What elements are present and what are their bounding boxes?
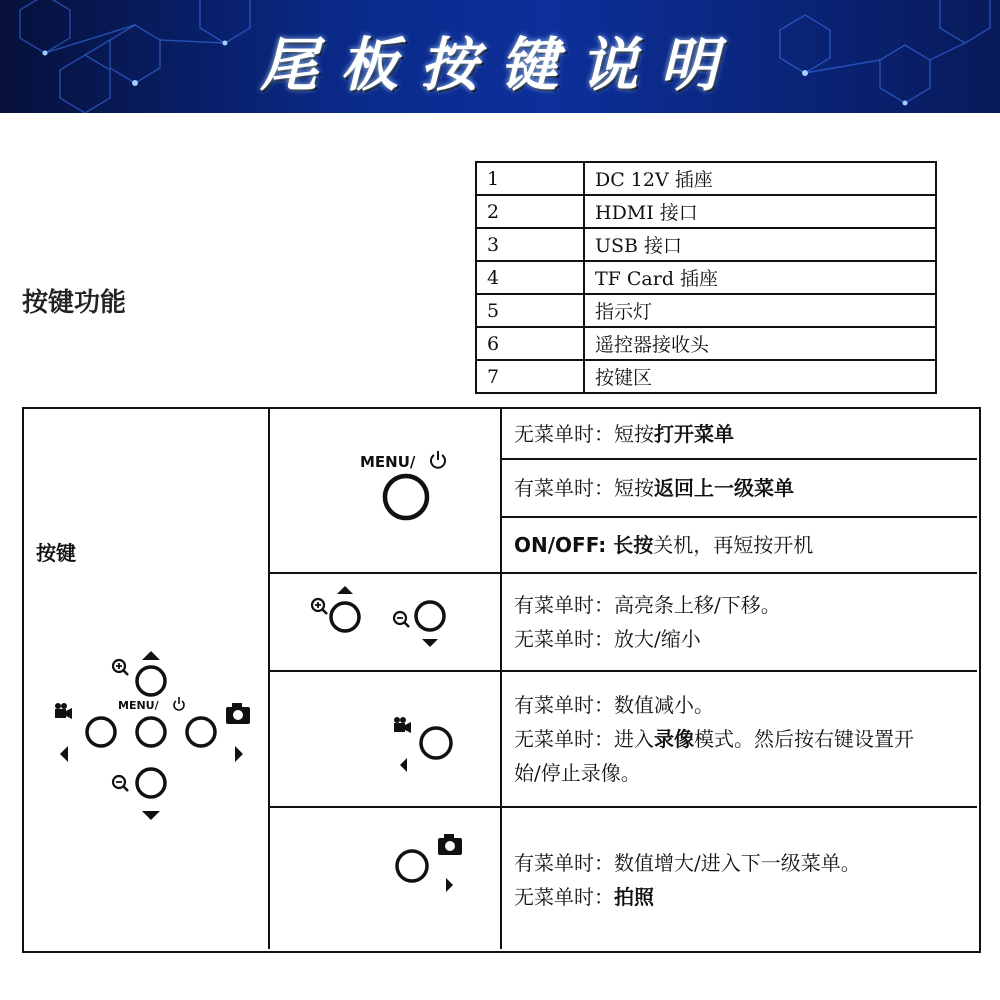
menu-description-2: 有菜单时：短按返回上一级菜单 bbox=[514, 476, 794, 500]
menu-key-label: MENU/ bbox=[360, 453, 416, 471]
port-description: 按键区 bbox=[584, 360, 936, 393]
camera-icon bbox=[438, 834, 462, 855]
left-key bbox=[87, 718, 115, 746]
menu-key bbox=[385, 476, 427, 518]
keys-table bbox=[22, 407, 981, 953]
up-arrow-icon bbox=[142, 651, 160, 660]
key-icons-column bbox=[270, 409, 500, 949]
right-arrow-icon bbox=[446, 878, 453, 892]
zoom-in-icon bbox=[113, 660, 128, 675]
table-row bbox=[476, 228, 936, 261]
left-arrow-icon bbox=[60, 746, 68, 762]
port-number: 3 bbox=[476, 228, 584, 261]
zoom-in-icon bbox=[312, 599, 327, 614]
up-key bbox=[137, 667, 165, 695]
port-number: 1 bbox=[476, 162, 584, 195]
key-layout-diagram bbox=[24, 409, 268, 949]
updown-description: 有菜单时：高亮条上移/下移。 无菜单时：放大/缩小 bbox=[514, 593, 781, 651]
table-row bbox=[476, 360, 936, 393]
port-description: HDMI 接口 bbox=[584, 195, 936, 228]
down-key bbox=[416, 602, 444, 630]
page-title: 尾板按键说明 bbox=[259, 31, 740, 99]
menu-key bbox=[137, 718, 165, 746]
camera-icon bbox=[226, 703, 250, 724]
down-arrow-icon bbox=[422, 639, 438, 647]
up-key bbox=[331, 603, 359, 631]
menu-description-3: ON/OFF: 长按关机，再短按开机 bbox=[514, 533, 814, 557]
power-icon bbox=[431, 451, 445, 468]
menu-description-1: 无菜单时：短按打开菜单 bbox=[514, 422, 734, 446]
zoom-out-icon bbox=[113, 776, 128, 791]
port-number: 4 bbox=[476, 261, 584, 294]
power-icon bbox=[174, 697, 184, 710]
right-arrow-icon bbox=[235, 746, 243, 762]
port-description: DC 12V 插座 bbox=[584, 162, 936, 195]
port-description: TF Card 插座 bbox=[584, 261, 936, 294]
right-key-description: 有菜单时：数值增大/进入下一级菜单。 无菜单时：拍照 bbox=[514, 851, 861, 909]
keys-label: 按键 bbox=[36, 541, 76, 565]
left-arrow-icon bbox=[400, 758, 407, 772]
down-key bbox=[137, 769, 165, 797]
table-row bbox=[476, 294, 936, 327]
port-description: USB 接口 bbox=[584, 228, 936, 261]
down-arrow-icon bbox=[142, 811, 160, 820]
table-row bbox=[476, 162, 936, 195]
table-row bbox=[476, 195, 936, 228]
left-key bbox=[421, 728, 451, 758]
port-number: 6 bbox=[476, 327, 584, 360]
port-description: 遥控器接收头 bbox=[584, 327, 936, 360]
table-row bbox=[476, 261, 936, 294]
video-camera-icon bbox=[55, 703, 72, 719]
section-label: 按键功能 bbox=[22, 288, 127, 318]
menu-key-label: MENU/ bbox=[118, 699, 159, 712]
video-camera-icon bbox=[394, 717, 411, 733]
ports-table bbox=[475, 161, 937, 394]
port-number: 5 bbox=[476, 294, 584, 327]
table-row bbox=[476, 327, 936, 360]
port-description: 指示灯 bbox=[584, 294, 936, 327]
header-banner bbox=[0, 0, 1000, 113]
up-arrow-icon bbox=[337, 586, 353, 594]
left-key-description: 有菜单时：数值减小。 无菜单时：进入录像模式。然后按右键设置开 始/停止录像。 bbox=[514, 693, 914, 785]
right-key bbox=[397, 851, 427, 881]
zoom-out-icon bbox=[394, 612, 409, 627]
port-number: 7 bbox=[476, 360, 584, 393]
right-key bbox=[187, 718, 215, 746]
port-number: 2 bbox=[476, 195, 584, 228]
